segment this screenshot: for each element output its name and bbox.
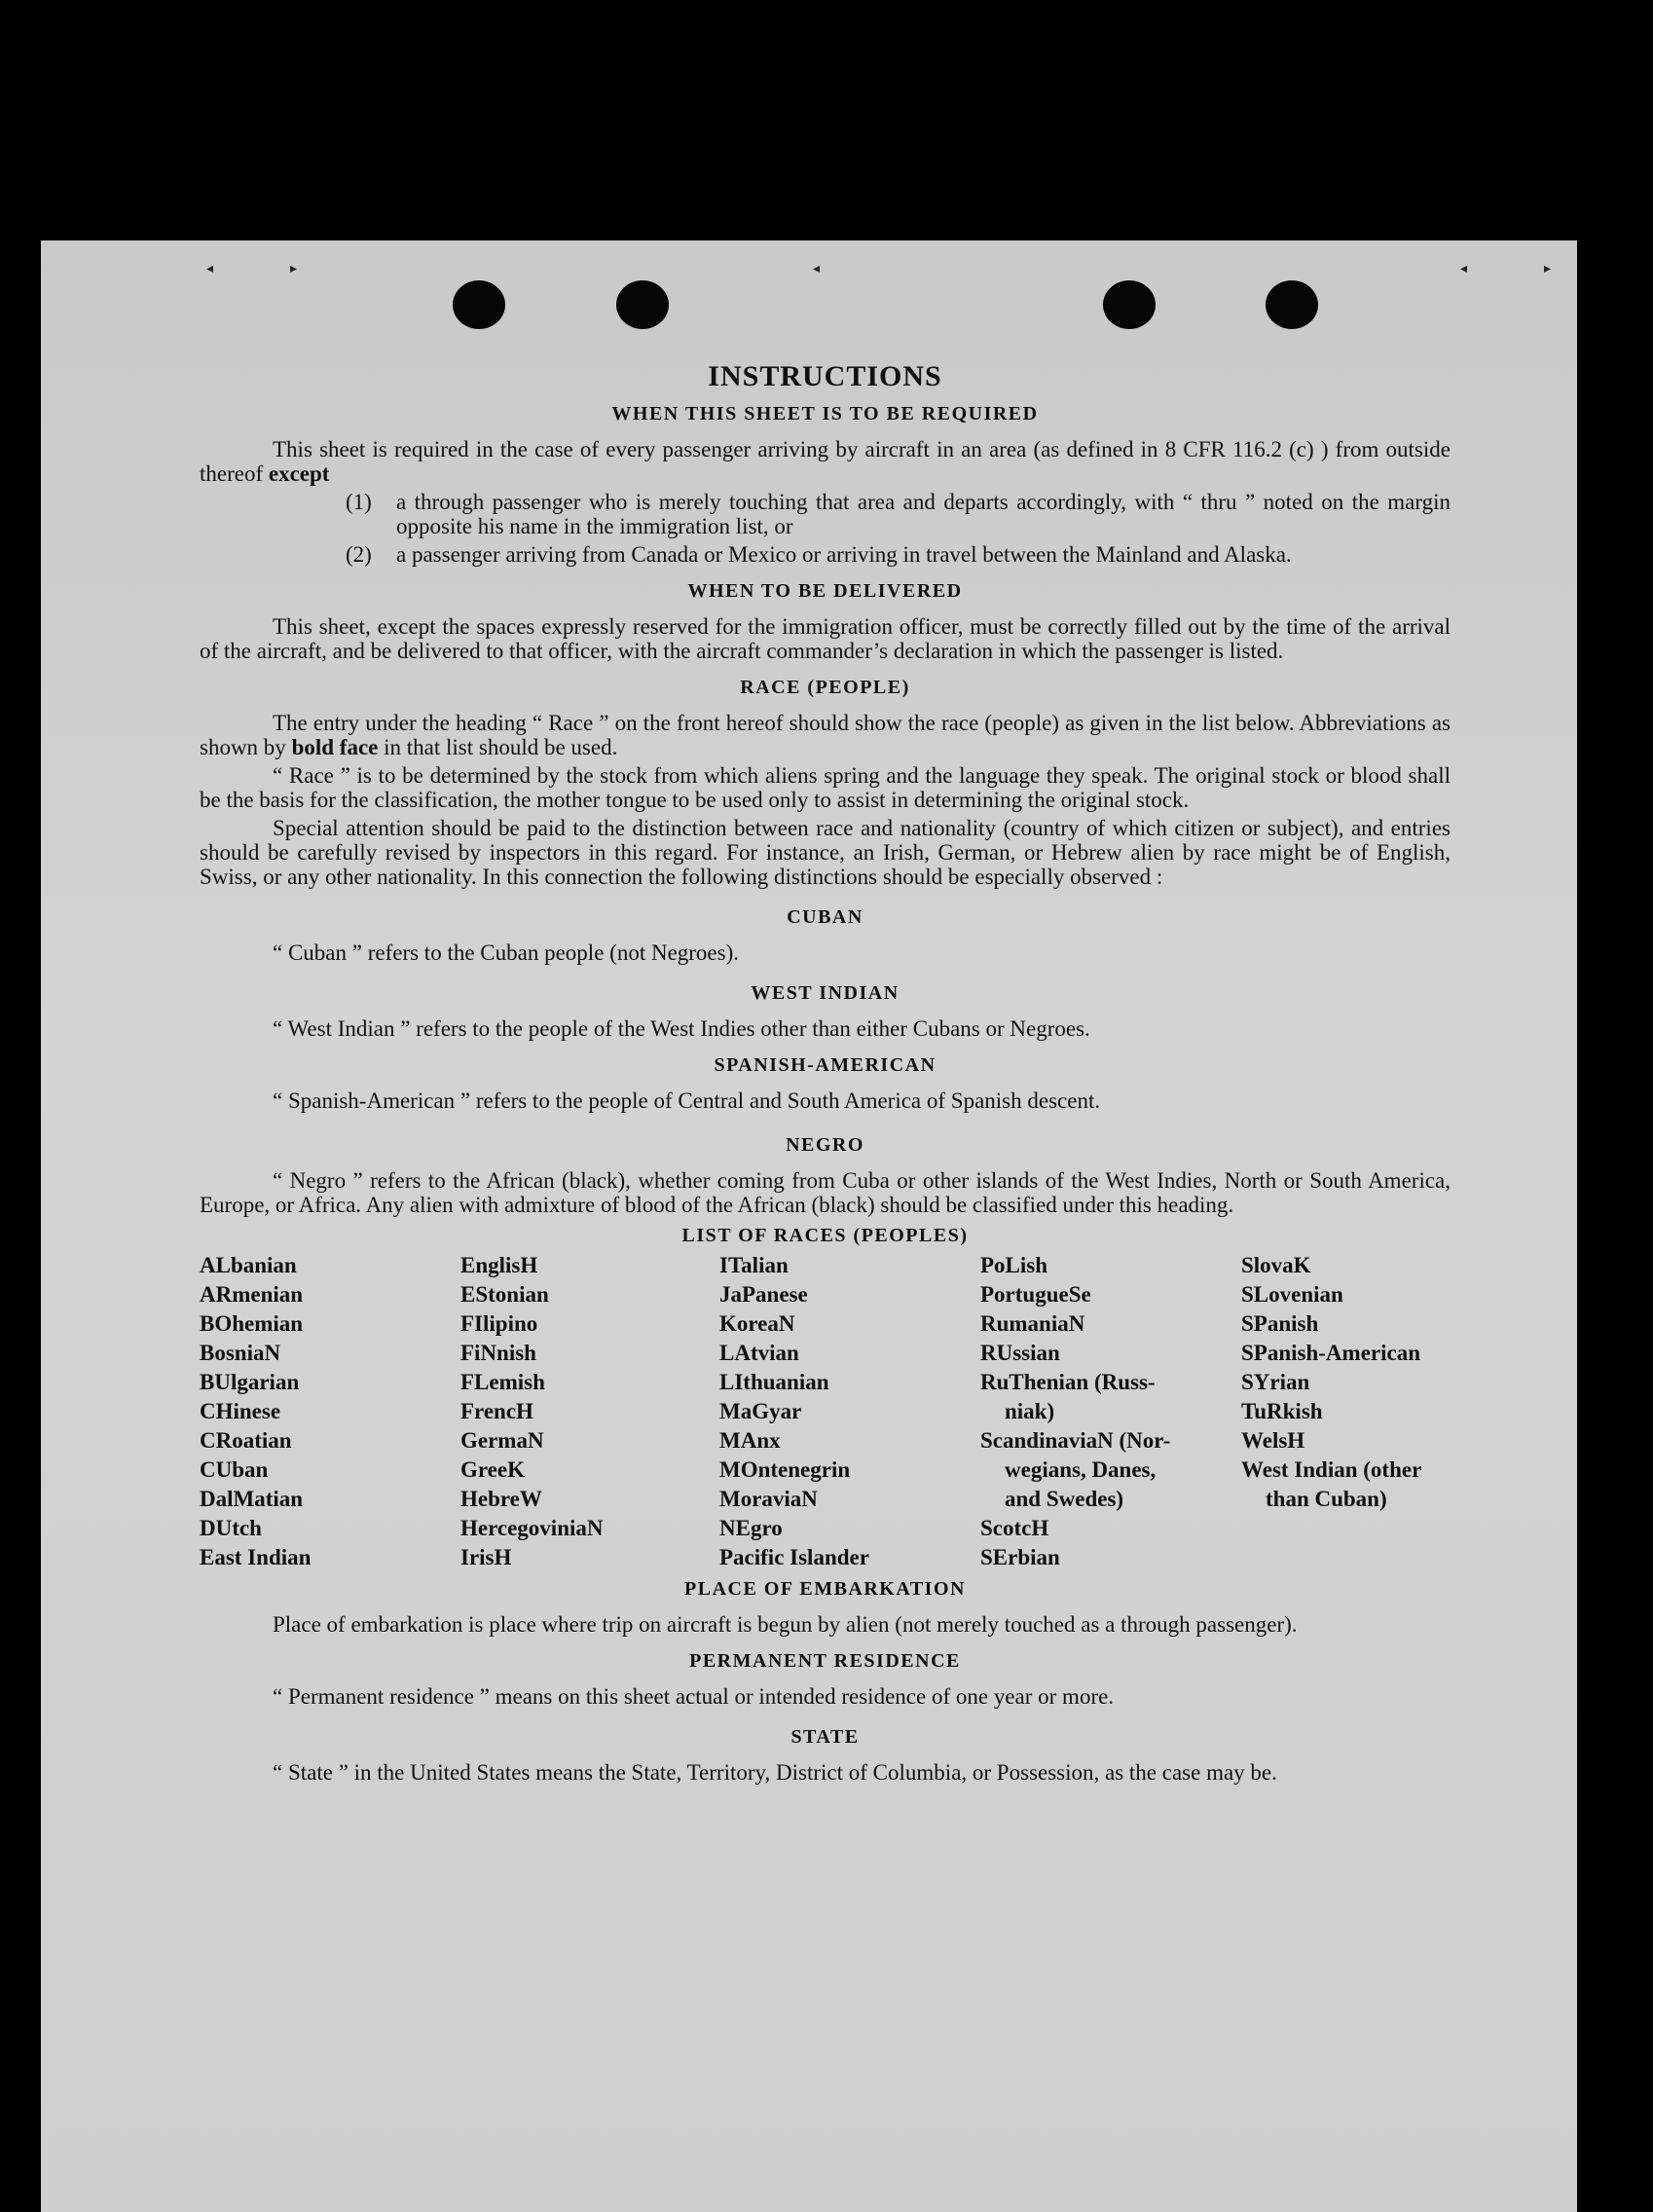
margin-mark: ◂ [206,262,214,276]
residence-text: “ Permanent residence ” means on this sheet actual or intended residence of one year or more. [273,1684,1115,1709]
race-entry: East Indian [200,1545,312,1569]
race-entry: LIthuanian [719,1370,829,1394]
race-entry: FIlipino [460,1311,538,1336]
race-entry: ScandinaviaN (Nor- [980,1428,1171,1453]
races-column-2 [460,1251,719,1572]
race-entry: HercegoviniaN [460,1516,604,1540]
race-entry: LAtvian [719,1341,799,1365]
exception-item-2: (2) a passenger arriving from Canada or Mexico or arriving in travel between the Mainland and Alaska. [346,542,1292,567]
race-entry: ITalian [719,1253,789,1277]
section-heading-list-of-races: LIST OF RACES (PEOPLES) [681,1225,969,1246]
section-heading-negro: NEGRO [786,1134,864,1156]
race-entry: SlovaK [1241,1253,1311,1277]
race-entry: RuThenian (Russ- [980,1370,1156,1394]
section-heading-when-required: WHEN THIS SHEET IS TO BE REQUIRED [611,403,1039,424]
race-entry-continued: than Cuban) [1266,1487,1387,1511]
race-entry: DalMatian [200,1487,304,1511]
race-entry: SPanish-American [1241,1341,1420,1365]
race-entry: BOhemian [200,1311,304,1336]
race-entry-continued: wegians, Danes, [1005,1457,1157,1482]
embarkation-text: Place of embarkation is place where trip on aircraft is begun by alien (not merely touched as a through passenger). [273,1612,1298,1637]
spanish-american-text: “ Spanish-American ” refers to the people of Central and South America of Spanish descent. [273,1088,1101,1113]
race-entry: SLovenian [1241,1282,1343,1307]
race-entry: EnglisH [460,1253,538,1277]
race-entry: IrisH [460,1545,512,1569]
intro-emphasis: except [268,461,330,486]
races-list [200,1251,1451,1572]
race-entry: NEgro [719,1516,783,1540]
section-heading-cuban: CUBAN [787,906,863,928]
section-heading-residence: PERMANENT RESIDENCE [689,1650,961,1672]
race-entry: CHinese [200,1399,281,1423]
state-text: “ State ” in the United States means the State, Territory, District of Columbia, or Possession, as the case may be. [273,1760,1277,1785]
race-entry: BosniaN [200,1341,281,1365]
races-column-3 [719,1251,980,1572]
race-entry: SYrian [1241,1370,1310,1394]
race-entry: FrencH [460,1399,533,1423]
punch-hole [453,280,505,329]
race-paragraph-2: “ Race ” is to be determined by the stock from which aliens spring and the language they speak. The original stock or blood shall be the basis for the classification, the mother tongue to be used only to assist in determining the original stock. [200,763,1451,812]
race-entry: GermaN [460,1428,544,1453]
race-entry: HebreW [460,1487,542,1511]
race-entry: CUban [200,1457,269,1482]
race-entry: PortugueSe [980,1282,1091,1307]
race-entry: CRoatian [200,1428,292,1453]
race-entry: FiNnish [460,1341,536,1365]
section-heading-when-delivered: WHEN TO BE DELIVERED [687,580,963,602]
section-heading-spanish-american: SPANISH-AMERICAN [714,1054,937,1076]
section-heading-west-indian: WEST INDIAN [751,982,900,1004]
race-entry: Pacific Islander [719,1545,869,1569]
section-heading-race: RACE (PEOPLE) [740,677,910,698]
race-entry: DUtch [200,1516,262,1540]
race-entry: GreeK [460,1457,525,1482]
race-paragraph-3: Special attention should be paid to the distinction between race and nationality (country of which citizen or subject), and entries should be carefully revised by inspectors in this regard. For instance, an Irish, German, or Hebrew alien by race might be of English, Swiss, or any other nationality. In this connection the following distinctions should be especially observed : [200,816,1451,889]
race-entry: BUlgarian [200,1370,300,1394]
race-entry: PoLish [980,1253,1048,1277]
margin-mark: ◂ [1460,262,1468,276]
races-column-1 [200,1251,460,1572]
race-paragraph-1: The entry under the heading “ Race ” on the front hereof should show the race (people) as given in the list below. Abbreviations as shown by bold face in that list should be used. [200,711,1451,759]
race-entry: RUssian [980,1341,1060,1365]
race-entry: JaPanese [719,1282,808,1307]
when-required-intro: This sheet is required in the case of every passenger arriving by aircraft in an area (as defined in 8 CFR 116.2 (c) ) from outside thereof except [200,437,1451,486]
punch-hole [1266,280,1318,329]
race-entry: MOntenegrin [719,1457,851,1482]
race-entry-continued: niak) [1005,1399,1055,1423]
section-heading-embarkation: PLACE OF EMBARKATION [684,1578,966,1600]
race-entry: EStonian [460,1282,549,1307]
cuban-text: “ Cuban ” refers to the Cuban people (not Negroes). [273,940,740,965]
section-heading-state: STATE [790,1726,860,1748]
race-entry: West Indian (other [1241,1457,1422,1482]
margin-mark: ▸ [290,262,298,276]
instructions-content [200,360,1451,1785]
when-delivered-text: This sheet, except the spaces expressly reserved for the immigration officer, must be correctly filled out by the time of the arrival of the aircraft, and be delivered to that officer, with the aircraft commander’s declaration in which the passenger is listed. [200,614,1451,663]
exception-item-1: (1) a through passenger who is merely touching that area and departs accordingly, with “ thru ” noted on the margin opposite his name in the immigration list, or [346,490,1451,538]
races-column-5 [1241,1251,1451,1572]
race-entry: ARmenian [200,1282,304,1307]
negro-text: “ Negro ” refers to the African (black), whether coming from Cuba or other islands of the West Indies, North or South America, Europe, or Africa. Any alien with admixture of blood of the African (black) should be classified under this heading. [200,1168,1451,1217]
race-entry: WelsH [1241,1428,1305,1453]
race-entry: SErbian [980,1545,1060,1569]
punch-hole [616,280,669,329]
west-indian-text: “ West Indian ” refers to the people of the West Indies other than either Cubans or Negroes. [273,1016,1090,1041]
page-title: INSTRUCTIONS [708,360,942,392]
race-entry-continued: and Swedes) [1005,1487,1124,1511]
races-column-4 [980,1251,1241,1572]
punch-hole [1103,280,1156,329]
race-entry: KoreaN [719,1311,795,1336]
race-entry: MaGyar [719,1399,802,1423]
race-entry: ScotcH [980,1516,1049,1540]
race-entry: MoraviaN [719,1487,818,1511]
race-entry: RumaniaN [980,1311,1085,1336]
race-entry: MAnx [719,1428,781,1453]
race-entry: ALbanian [200,1253,297,1277]
margin-mark: ◂ [813,262,821,276]
margin-mark: ▸ [1544,262,1552,276]
race-entry: SPanish [1241,1311,1319,1336]
race-entry: TuRkish [1241,1399,1323,1423]
race-entry: FLemish [460,1370,545,1394]
